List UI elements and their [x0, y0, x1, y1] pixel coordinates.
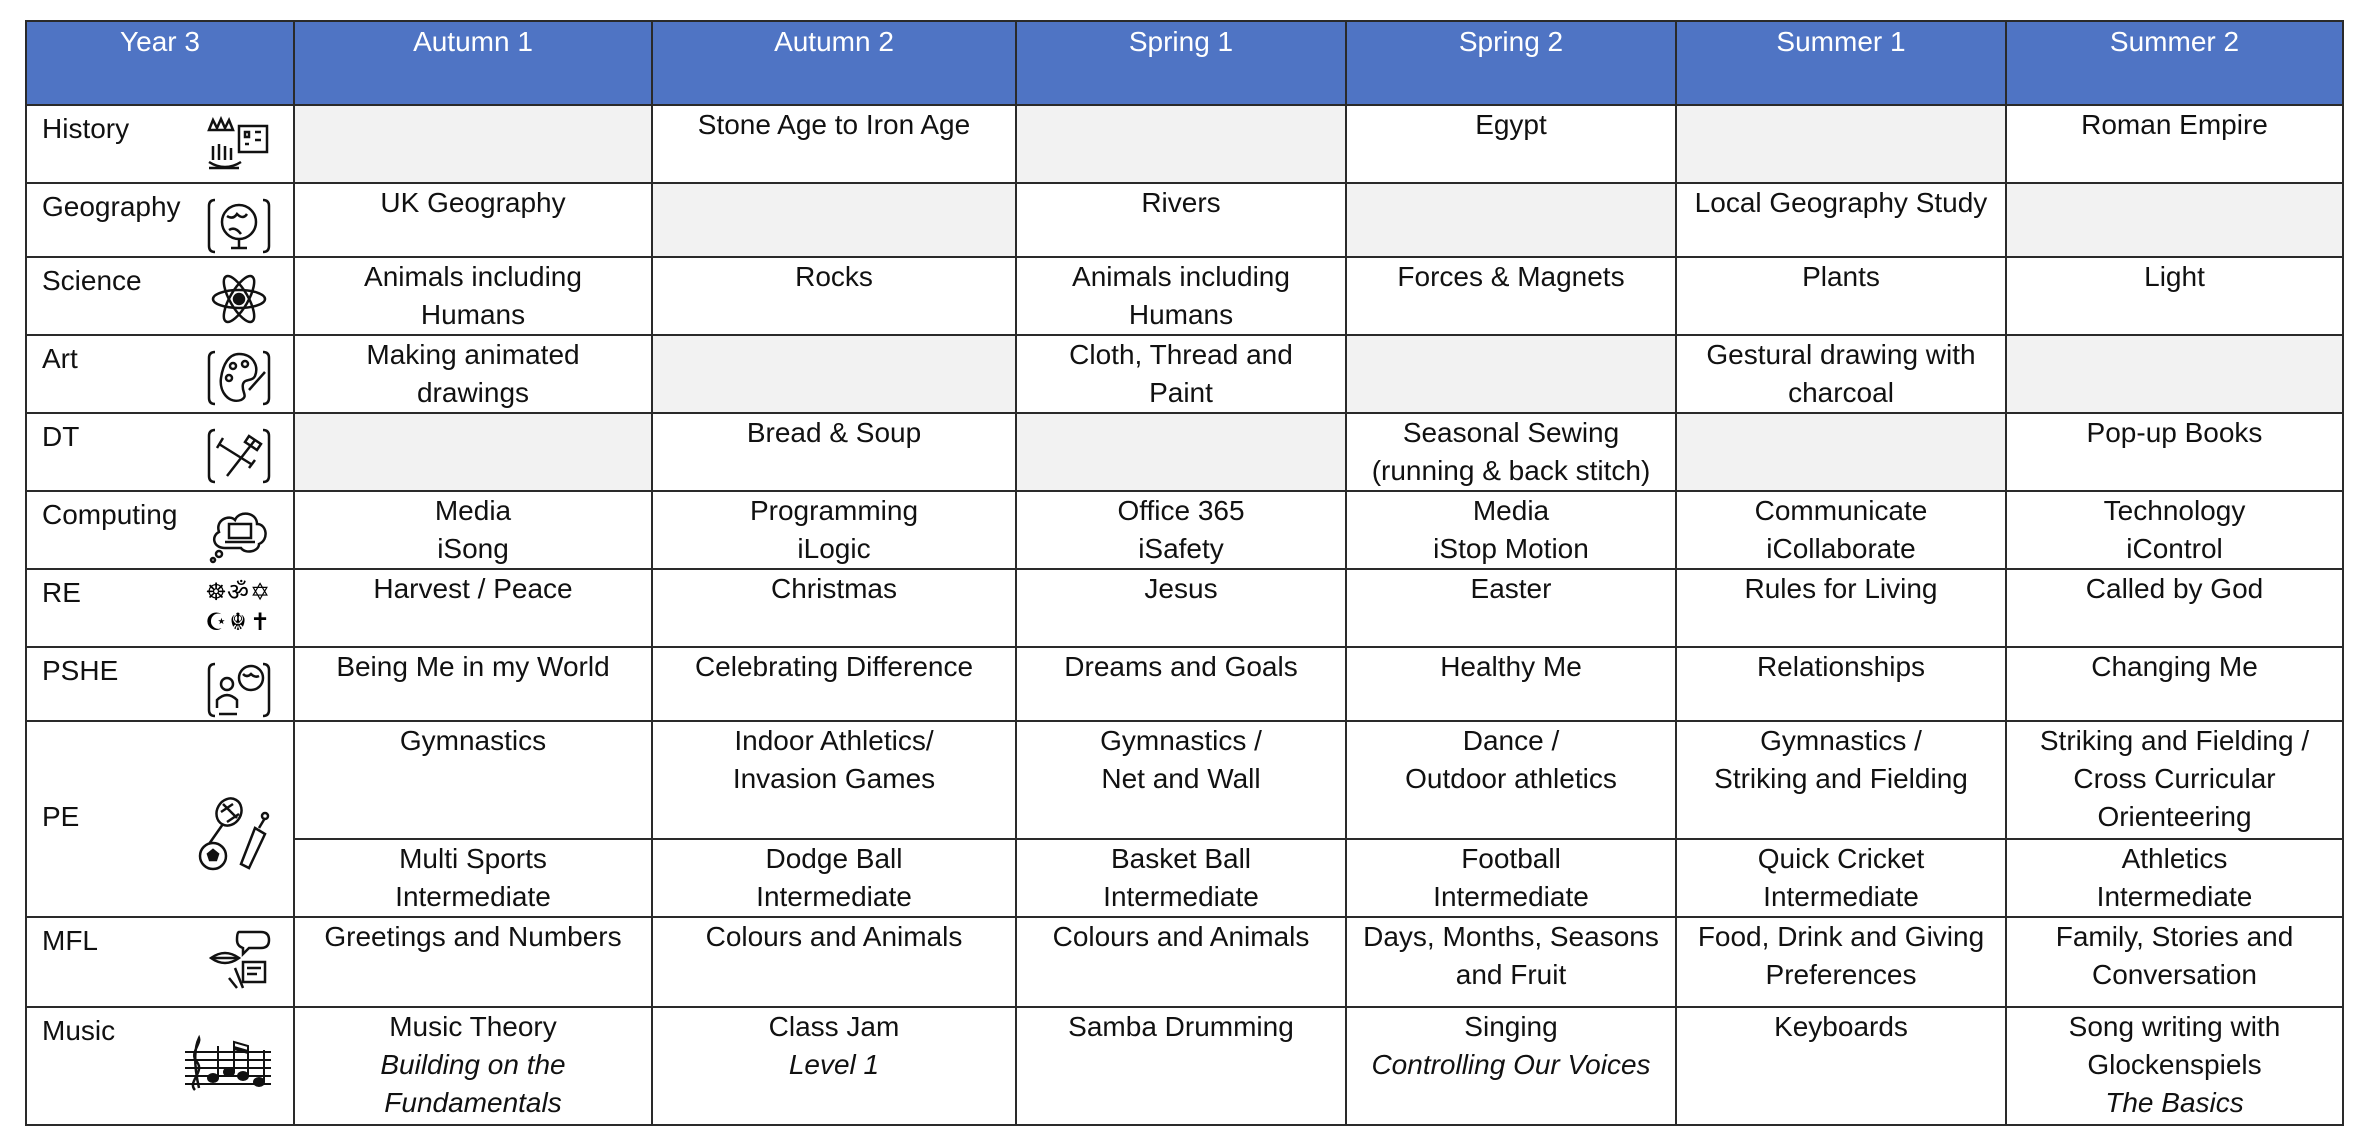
tools-icon — [205, 424, 273, 486]
religious-symbol: ☸ — [205, 578, 227, 606]
topic-line: Rivers — [1141, 187, 1221, 218]
year-header: Year 3 — [26, 21, 294, 105]
topic-line: Egypt — [1475, 109, 1547, 140]
empty-cell — [294, 413, 652, 491]
topic-line: Greetings and Numbers — [324, 921, 622, 952]
topic-cell — [1016, 257, 1346, 335]
subject-name: PSHE — [42, 655, 119, 686]
topic-line: Programming — [749, 495, 919, 526]
topic-line: Days, Months, Seasons — [1363, 921, 1659, 952]
music-notes-icon — [183, 1032, 273, 1092]
empty-cell — [2006, 335, 2343, 413]
topic-line: Relationships — [1756, 651, 1926, 682]
topic-line: Intermediate — [756, 881, 912, 912]
religious-symbol: ☪ — [205, 608, 227, 636]
topic-line: Healthy Me — [1440, 651, 1582, 682]
topic-line: Bread & Soup — [746, 417, 922, 448]
subject-row — [26, 917, 2343, 1007]
topic-line: Class Jam — [768, 1011, 900, 1042]
empty-cell — [652, 183, 1016, 257]
subject-row — [26, 1007, 2343, 1125]
topic-line: Outdoor athletics — [1405, 763, 1617, 794]
topic-line: and Fruit — [1455, 959, 1567, 990]
table-body — [26, 105, 2343, 1125]
term-header: Summer 2 — [2006, 21, 2343, 105]
empty-cell — [1346, 183, 1676, 257]
topic-line: Striking and Fielding / — [2039, 725, 2310, 756]
topic-line: Called by God — [2085, 573, 2264, 604]
palette-icon — [205, 346, 273, 408]
subject-cell — [26, 917, 294, 1007]
topic-line: Jesus — [1144, 573, 1218, 604]
topic-line: drawings — [416, 377, 530, 408]
topic-cell — [2006, 105, 2343, 183]
subject-row — [26, 569, 2343, 647]
subject-cell — [26, 569, 294, 647]
topic-line: Light — [2144, 261, 2205, 292]
topic-cell — [1676, 183, 2006, 257]
topic-line: Intermediate — [1433, 881, 1589, 912]
topic-cell — [1346, 105, 1676, 183]
subject-cell — [26, 413, 294, 491]
topic-line: iControl — [2126, 533, 2223, 564]
topic-line: Controlling Our Voices — [1371, 1049, 1651, 1080]
topic-cell — [652, 917, 1016, 1007]
term-header: Autumn 1 — [294, 21, 652, 105]
topic-line: Dodge Ball — [765, 843, 903, 874]
topic-line: Gestural drawing with — [1706, 339, 1976, 370]
topic-line: Glockenspiels — [2087, 1049, 2262, 1080]
topic-line: Colours and Animals — [1052, 921, 1310, 952]
topic-line: UK Geography — [380, 187, 566, 218]
atom-icon — [205, 268, 273, 330]
subject-name: Art — [42, 343, 78, 374]
subject-name: RE — [42, 577, 81, 608]
topic-cell — [294, 721, 652, 839]
topic-line: iSafety — [1138, 533, 1224, 564]
subject-row — [26, 335, 2343, 413]
topic-cell — [2006, 1007, 2343, 1125]
topic-line: Level 1 — [788, 1049, 880, 1080]
topic-cell — [2006, 569, 2343, 647]
topic-line: Rules for Living — [1744, 573, 1938, 604]
subject-row — [26, 647, 2343, 721]
topic-cell — [1016, 721, 1346, 839]
topic-line: Indoor Athletics/ — [734, 725, 934, 756]
topic-line: iCollaborate — [1766, 533, 1916, 564]
topic-cell — [294, 257, 652, 335]
subject-cell — [26, 335, 294, 413]
topic-line: Cloth, Thread and — [1069, 339, 1293, 370]
topic-cell — [2006, 839, 2343, 917]
topic-cell — [1676, 569, 2006, 647]
subject-name: History — [42, 113, 130, 144]
topic-cell — [2006, 491, 2343, 569]
religious-symbol: ✝ — [249, 608, 271, 636]
topic-cell — [1676, 839, 2006, 917]
topic-line: Stone Age to Iron Age — [697, 109, 971, 140]
topic-line: Easter — [1470, 573, 1552, 604]
topic-line: Harvest / Peace — [373, 573, 573, 604]
topic-line: Dreams and Goals — [1064, 651, 1298, 682]
topic-line: Song writing with — [2068, 1011, 2281, 1042]
topic-cell — [652, 647, 1016, 721]
topic-line: Family, Stories and — [2055, 921, 2294, 952]
sports-equipment-icon — [193, 794, 273, 874]
topic-line: The Basics — [2105, 1087, 2244, 1118]
empty-cell — [294, 105, 652, 183]
topic-cell — [1016, 183, 1346, 257]
computer-icon — [205, 502, 273, 564]
term-header: Spring 1 — [1016, 21, 1346, 105]
subject-row — [26, 491, 2343, 569]
topic-line: Roman Empire — [2081, 109, 2268, 140]
empty-cell — [2006, 183, 2343, 257]
topic-line: Intermediate — [395, 881, 551, 912]
globe-icon — [205, 194, 273, 256]
topic-line: Gymnastics / — [1100, 725, 1262, 756]
subject-name: Music — [42, 1015, 116, 1046]
religious-symbol: ॐ — [227, 578, 249, 606]
topic-line: Striking and Fielding — [1714, 763, 1968, 794]
topic-line: Technology — [2103, 495, 2246, 526]
topic-line: (running & back stitch) — [1371, 455, 1651, 486]
religious-symbols-icon — [205, 574, 273, 644]
topic-line: Orienteering — [2097, 801, 2252, 832]
topic-cell — [1676, 647, 2006, 721]
subject-name: Geography — [42, 191, 181, 222]
topic-line: Rocks — [795, 261, 873, 292]
topic-line: Building on the — [380, 1049, 566, 1080]
subject-row — [26, 183, 2343, 257]
topic-line: Samba Drumming — [1068, 1011, 1294, 1042]
topic-cell — [1676, 1007, 2006, 1125]
religious-symbol: ✡ — [249, 578, 271, 606]
topic-cell — [1676, 491, 2006, 569]
topic-cell — [294, 491, 652, 569]
subject-cell — [26, 1007, 294, 1125]
topic-line: Colours and Animals — [705, 921, 963, 952]
topic-cell — [1016, 647, 1346, 721]
topic-line: Christmas — [770, 573, 897, 604]
empty-cell — [1676, 413, 2006, 491]
topic-line: Animals including — [364, 261, 582, 292]
topic-cell — [2006, 257, 2343, 335]
topic-line: Celebrating Difference — [694, 651, 974, 682]
topic-cell — [1016, 335, 1346, 413]
topic-line: Media — [434, 495, 512, 526]
topic-line: Office 365 — [1117, 495, 1245, 526]
topic-cell — [652, 257, 1016, 335]
topic-line: iLogic — [797, 533, 871, 564]
topic-line: iStop Motion — [1433, 533, 1589, 564]
topic-cell — [1346, 257, 1676, 335]
people-globe-icon — [205, 658, 273, 720]
topic-line: Preferences — [1765, 959, 1917, 990]
topic-cell — [1346, 917, 1676, 1007]
topic-cell — [2006, 917, 2343, 1007]
term-header: Summer 1 — [1676, 21, 2006, 105]
subject-cell — [26, 105, 294, 183]
subject-name: DT — [42, 421, 80, 452]
empty-cell — [1676, 105, 2006, 183]
topic-line: Media — [1472, 495, 1550, 526]
topic-line: Being Me in my World — [336, 651, 610, 682]
topic-line: Keyboards — [1774, 1011, 1908, 1042]
topic-cell — [294, 183, 652, 257]
topic-line: Communicate — [1754, 495, 1928, 526]
history-icon — [205, 116, 273, 178]
topic-line: Plants — [1802, 261, 1880, 292]
topic-line: Singing — [1464, 1011, 1558, 1042]
topic-cell — [2006, 413, 2343, 491]
topic-line: Quick Cricket — [1757, 843, 1925, 874]
topic-cell — [1346, 569, 1676, 647]
topic-cell — [294, 335, 652, 413]
topic-cell — [1346, 839, 1676, 917]
topic-line: Animals including — [1072, 261, 1290, 292]
topic-cell — [1346, 1007, 1676, 1125]
empty-cell — [1346, 335, 1676, 413]
subject-cell — [26, 183, 294, 257]
speech-icon — [205, 928, 273, 990]
topic-line: Intermediate — [2096, 881, 2253, 912]
topic-line: Multi Sports — [399, 843, 547, 874]
topic-cell — [294, 647, 652, 721]
topic-line: Local Geography Study — [1694, 187, 1988, 218]
topic-cell — [652, 569, 1016, 647]
topic-line: Basket Ball — [1110, 843, 1252, 874]
subject-cell — [26, 721, 294, 917]
topic-line: Intermediate — [1103, 881, 1259, 912]
topic-line: Paint — [1149, 377, 1213, 408]
term-header: Spring 2 — [1346, 21, 1676, 105]
topic-line: Invasion Games — [732, 763, 936, 794]
topic-line: Football — [1461, 843, 1561, 874]
topic-line: Fundamentals — [384, 1087, 562, 1118]
subject-name: PE — [42, 801, 80, 832]
topic-line: Gymnastics / — [1760, 725, 1922, 756]
topic-line: Changing Me — [2091, 651, 2258, 682]
subject-name: MFL — [42, 925, 98, 956]
topic-cell — [1016, 569, 1346, 647]
topic-cell — [2006, 721, 2343, 839]
topic-cell — [1016, 1007, 1346, 1125]
topic-line: Gymnastics — [399, 725, 547, 756]
subject-name: Computing — [42, 499, 178, 530]
topic-cell — [294, 917, 652, 1007]
topic-cell — [652, 721, 1016, 839]
topic-cell — [1676, 917, 2006, 1007]
topic-cell — [1346, 491, 1676, 569]
topic-cell — [1346, 413, 1676, 491]
topic-cell — [652, 105, 1016, 183]
topic-line: Cross Curricular — [2073, 763, 2276, 794]
topic-line: iSong — [437, 533, 509, 564]
subject-cell — [26, 257, 294, 335]
topic-cell — [1346, 721, 1676, 839]
topic-line: Food, Drink and Giving — [1697, 921, 1985, 952]
topic-cell — [294, 839, 652, 917]
topic-cell — [652, 839, 1016, 917]
curriculum-table — [25, 20, 2344, 1126]
topic-line: Seasonal Sewing — [1402, 417, 1620, 448]
empty-cell — [652, 335, 1016, 413]
subject-cell — [26, 491, 294, 569]
topic-line: Athletics — [2121, 843, 2228, 874]
topic-line: Forces & Magnets — [1397, 261, 1625, 292]
empty-cell — [1016, 413, 1346, 491]
subject-row — [26, 721, 2343, 839]
term-header: Autumn 2 — [652, 21, 1016, 105]
topic-cell — [1676, 257, 2006, 335]
topic-cell — [2006, 647, 2343, 721]
subject-row — [26, 105, 2343, 183]
topic-line: Humans — [420, 299, 526, 330]
topic-line: Intermediate — [1763, 881, 1919, 912]
topic-line: Conversation — [2092, 959, 2257, 990]
curriculum-sheet — [25, 20, 2342, 1120]
subject-subrow — [26, 839, 2343, 917]
topic-line: Dance / — [1462, 725, 1560, 756]
topic-cell — [1346, 647, 1676, 721]
topic-cell — [652, 1007, 1016, 1125]
subject-row — [26, 413, 2343, 491]
topic-cell — [1016, 917, 1346, 1007]
topic-cell — [1676, 721, 2006, 839]
empty-cell — [1016, 105, 1346, 183]
topic-cell — [1016, 491, 1346, 569]
topic-cell — [652, 413, 1016, 491]
topic-line: Making animated — [366, 339, 580, 370]
topic-cell — [652, 491, 1016, 569]
topic-cell — [1016, 839, 1346, 917]
subject-cell — [26, 647, 294, 721]
subject-row — [26, 257, 2343, 335]
topic-line: Net and Wall — [1101, 763, 1261, 794]
topic-cell — [294, 1007, 652, 1125]
topic-cell — [1676, 335, 2006, 413]
topic-line: Music Theory — [389, 1011, 557, 1042]
header-row — [26, 21, 2343, 105]
subject-name: Science — [42, 265, 142, 296]
topic-line: Humans — [1128, 299, 1234, 330]
topic-line: charcoal — [1788, 377, 1894, 408]
topic-cell — [294, 569, 652, 647]
religious-symbol: ☬ — [229, 608, 247, 636]
topic-line: Pop-up Books — [2086, 417, 2263, 448]
